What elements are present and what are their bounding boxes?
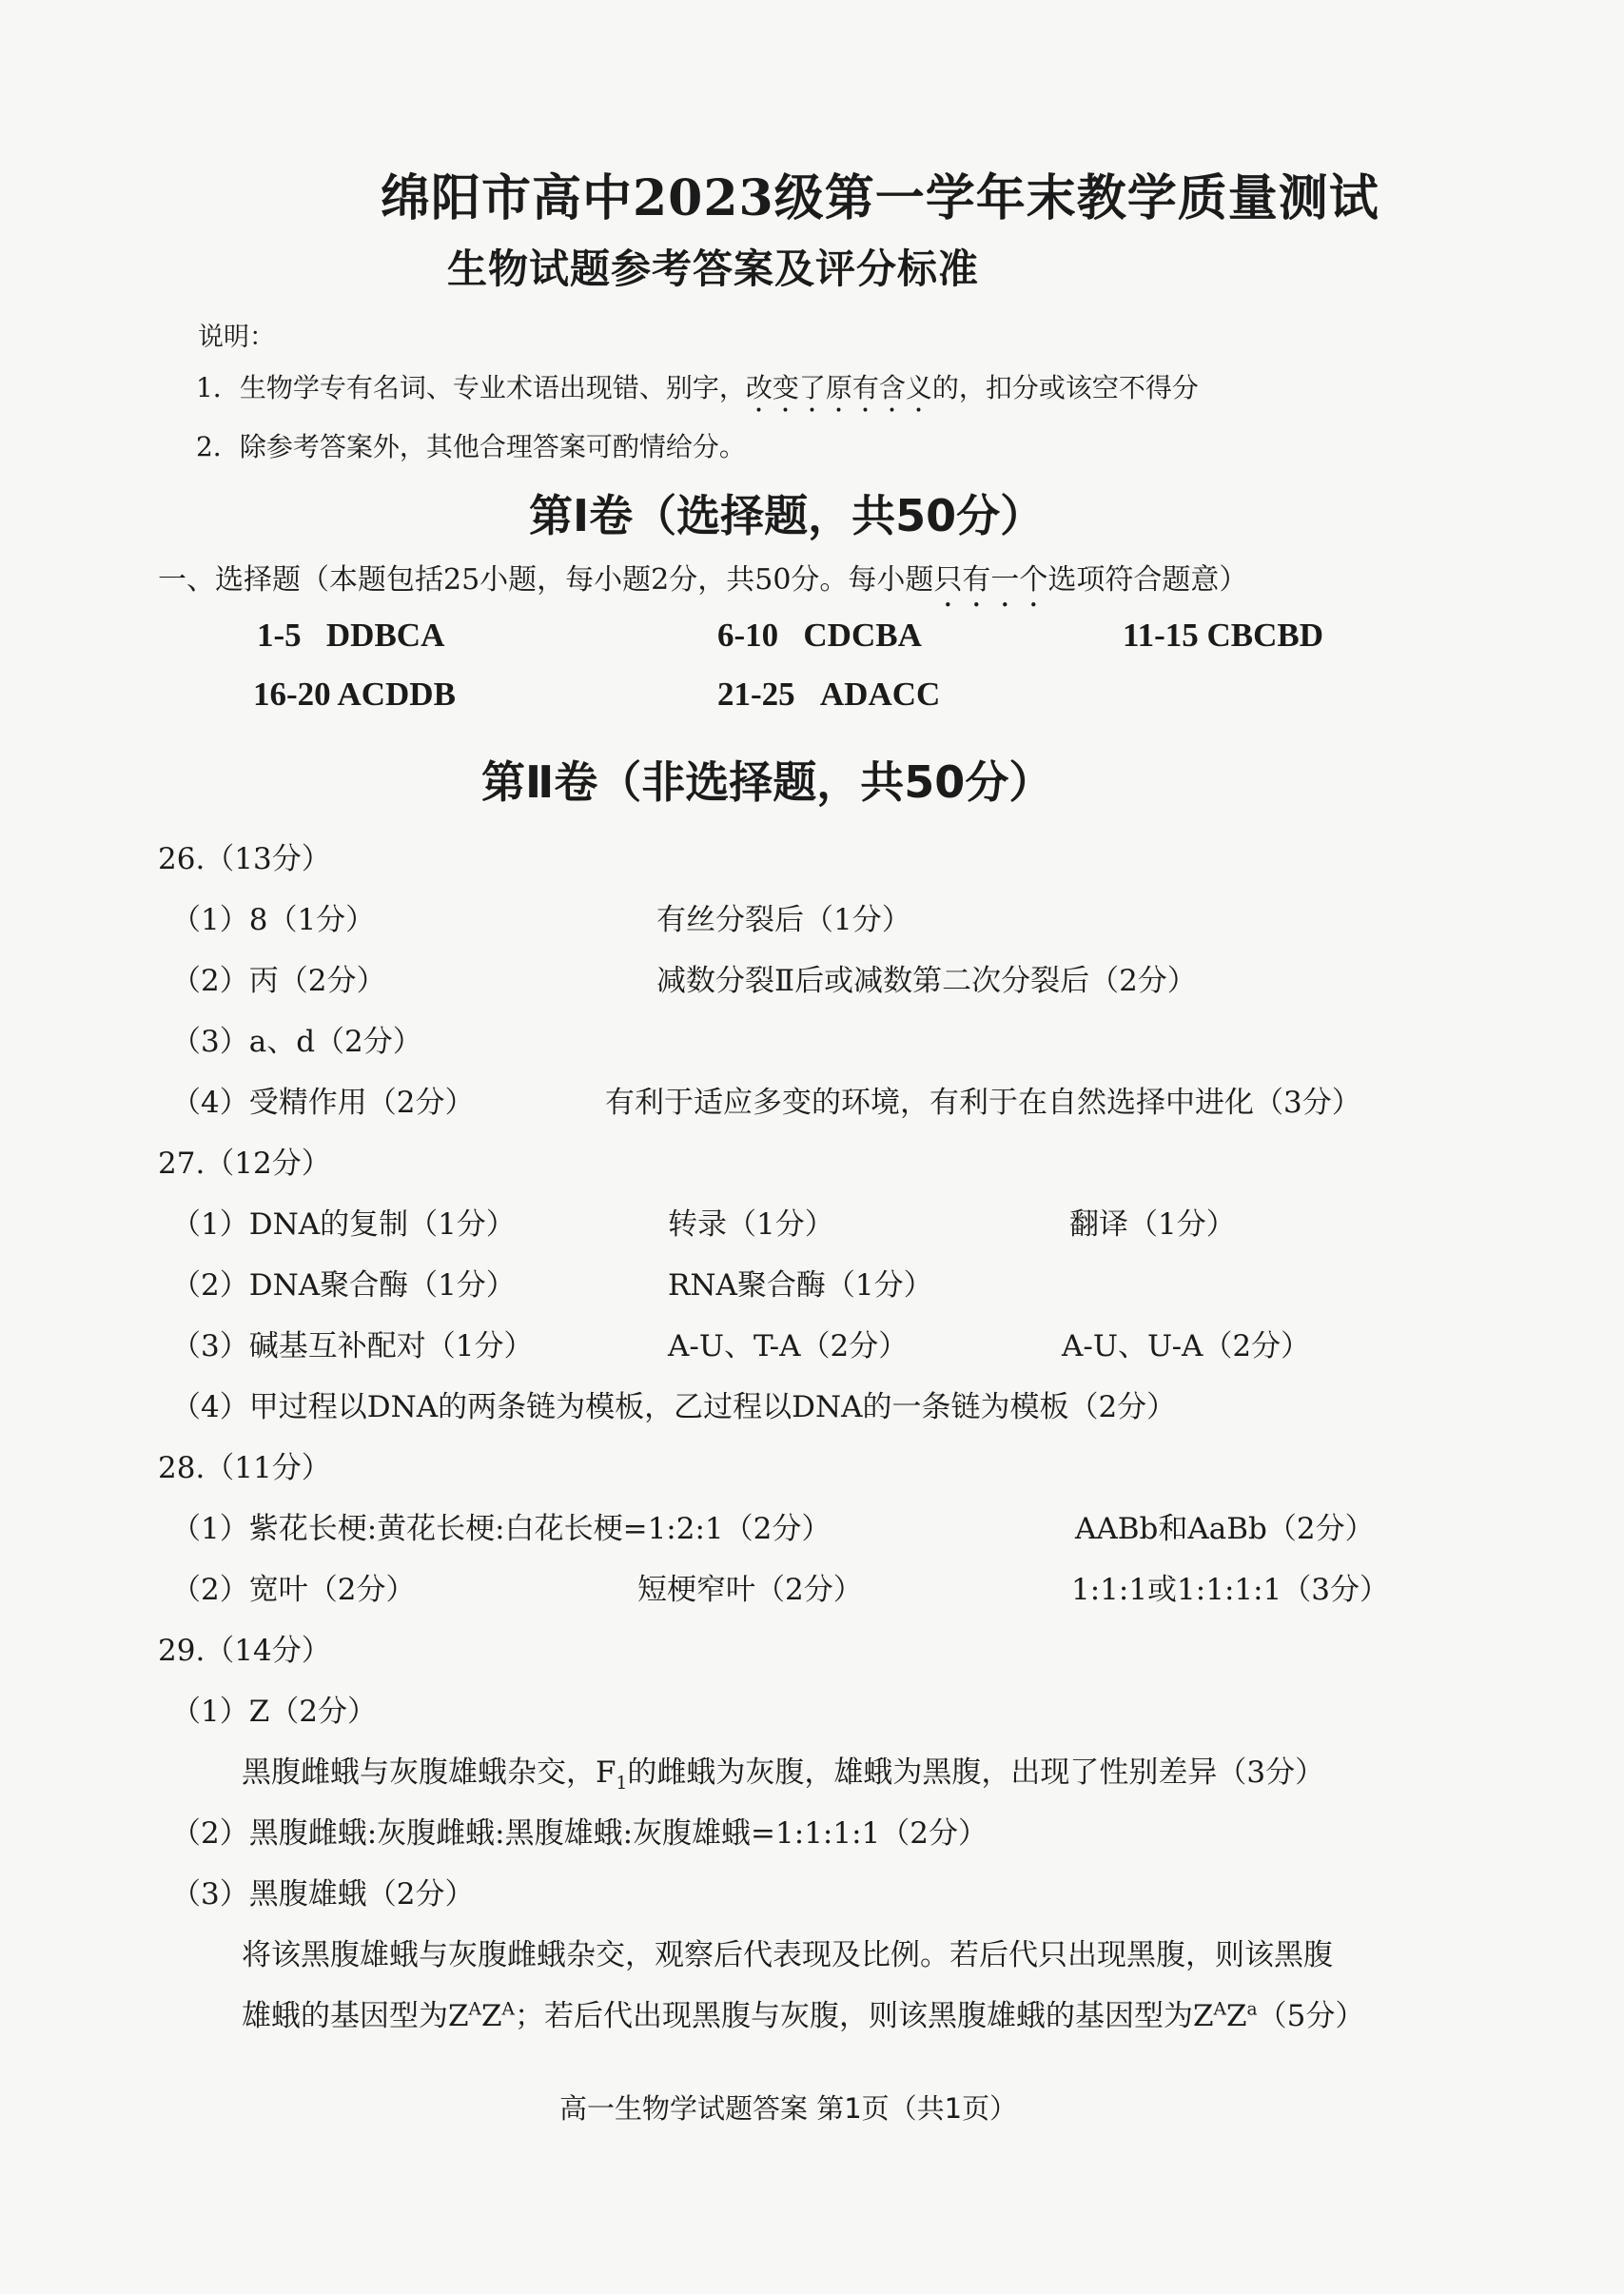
q29-explanation: 黑腹雌蛾与灰腹雄蛾杂交，$F_1$的雌蛾为灰腹，雄蛾为黑腹，出现了性别差异（3分） <box>242 1755 1325 1794</box>
part1-heading: 第Ⅰ卷（选择题，共50分） <box>529 490 1045 541</box>
mcq-answer-group: 6-10 CDCBA <box>717 617 922 654</box>
page-footer: 高一生物学试题答案 第1页（共1页） <box>559 2092 1018 2125</box>
q26-answer: 有丝分裂后（1分） <box>656 903 911 937</box>
q26-answer: 有利于适应多变的环境，有利于在自然选择中进化（3分） <box>605 1086 1361 1120</box>
q28-answer: 短梗窄叶（2分） <box>637 1573 863 1607</box>
q28-answer: （1）紫花长梗:黄花长梗:白花长梗=1:2:1（2分） <box>171 1512 832 1546</box>
q27-answer: （1）DNA的复制（1分） <box>171 1207 516 1242</box>
note-2: 2．除参考答案外，其他合理答案可酌情给分。 <box>196 431 746 462</box>
q28-answer: （2）宽叶（2分） <box>171 1573 416 1607</box>
q26-answer: （3）a、d（2分） <box>171 1025 422 1059</box>
q29-explanation: 雄蛾的基因型为$Z^AZ^A$；若后代出现黑腹与灰腹，则该黑腹雄蛾的基因型为$Z^AZ^a(5$分） <box>242 1999 1365 2033</box>
notes-heading: 说明： <box>198 323 275 352</box>
mcq-intro: 一、选择题（本题包括25小题，每小题2分，共50分。每小题只有一个选项符合题意） <box>158 563 1248 597</box>
q28-heading: 28.（11分） <box>158 1451 331 1485</box>
q29-explanation: 将该黑腹雄蛾与灰腹雌蛾杂交，观察后代表现及比例。若后代只出现黑腹，则该黑腹 <box>242 1938 1333 1972</box>
q27-heading: 27.（12分） <box>158 1147 331 1181</box>
q27-answer: RNA聚合酶（1分） <box>668 1268 933 1303</box>
mcq-answer-group: 21-25 ADACC <box>717 676 941 713</box>
q27-answer: A-U、U-A（2分） <box>1062 1329 1311 1363</box>
part2-heading: 第Ⅱ卷（非选择题，共50分） <box>481 756 1053 808</box>
q28-answer: 1:1:1或1:1:1:1（3分） <box>1071 1573 1390 1607</box>
q26-answer: 减数分裂Ⅱ后或减数第二次分裂后（2分） <box>656 964 1197 998</box>
q29-answer: （3）黑腹雄蛾（2分） <box>171 1877 475 1912</box>
q26-answer: （1）8（1分） <box>171 903 376 937</box>
mcq-answer-group: 11-15 CBCBD <box>1123 617 1324 654</box>
doc-title: 绵阳市高中2023级第一学年末教学质量测试 <box>381 169 1379 227</box>
q27-answer: A-U、T-A（2分） <box>668 1329 909 1363</box>
q26-answer: （4）受精作用（2分） <box>171 1086 475 1120</box>
q26-heading: 26.（13分） <box>158 842 331 876</box>
doc-subtitle: 生物试题参考答案及评分标准 <box>447 245 980 292</box>
q29-heading: 29.（14分） <box>158 1634 331 1668</box>
q26-answer: （2）丙（2分） <box>171 964 386 998</box>
q27-answer: 转录（1分） <box>668 1207 834 1242</box>
q29-answer: （2）黑腹雌蛾:灰腹雌蛾:黑腹雄蛾:灰腹雄蛾=1:1:1:1（2分） <box>171 1816 988 1851</box>
q27-answer: （4）甲过程以DNA的两条链为模板，乙过程以DNA的一条链为模板（2分） <box>171 1390 1177 1424</box>
q29-answer: （1）Z（2分） <box>171 1695 377 1729</box>
q27-answer: （2）DNA聚合酶（1分） <box>171 1268 516 1303</box>
q27-answer: 翻译（1分） <box>1069 1207 1236 1242</box>
q27-answer: （3）碱基互补配对（1分） <box>171 1329 534 1363</box>
q28-answer: AABb和AaBb（2分） <box>1075 1512 1375 1546</box>
note-1: 1．生物学专有名词、专业术语出现错、别字，改变了原有含义的，扣分或该空不得分 <box>196 372 1199 403</box>
mcq-answer-group: 16-20 ACDDB <box>253 676 456 713</box>
mcq-answer-group: 1-5 DDBCA <box>257 617 445 654</box>
